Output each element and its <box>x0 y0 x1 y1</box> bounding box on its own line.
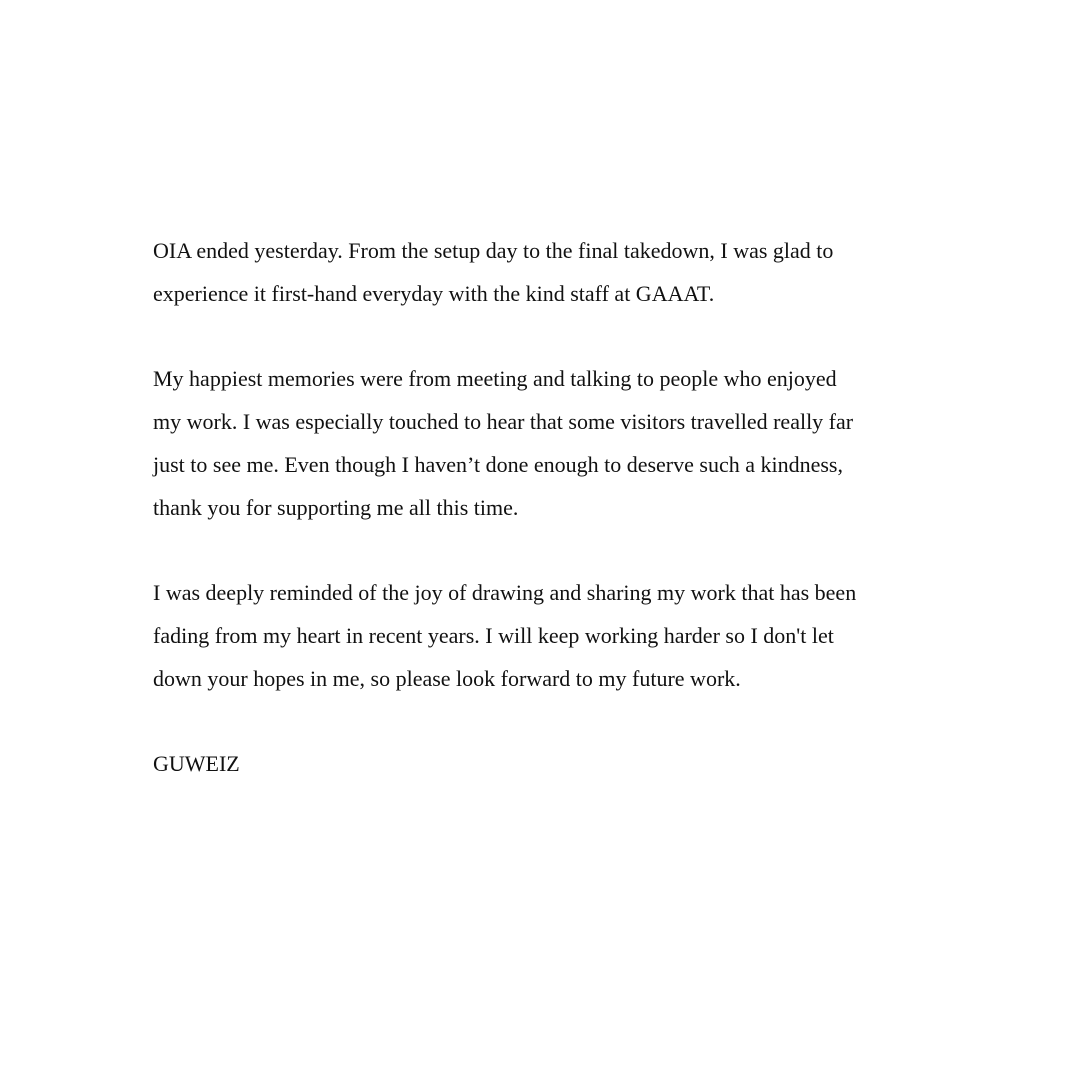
text-line: I was deeply reminded of the joy of drawing and sharing my work that has been <box>153 580 857 605</box>
paragraph-gap <box>153 700 953 742</box>
text-line: down your hopes in me, so please look forward to my future work. <box>153 666 741 691</box>
paragraph-3 <box>153 571 953 700</box>
signature: GUWEIZ <box>153 751 240 776</box>
paragraph-gap <box>153 529 953 571</box>
text-line: OIA ended yesterday. From the setup day to the final takedown, I was glad to <box>153 238 834 263</box>
text-line: fading from my heart in recent years. I will keep working harder so I don't let <box>153 623 834 648</box>
letter-body <box>153 229 953 785</box>
paragraph-1 <box>153 229 953 315</box>
text-line: just to see me. Even though I haven’t done enough to deserve such a kindness, <box>153 452 843 477</box>
paragraph-gap <box>153 315 953 357</box>
text-line: experience it first-hand everyday with the kind staff at GAAAT. <box>153 281 715 306</box>
paragraph-2 <box>153 357 953 529</box>
text-line: my work. I was especially touched to hear that some visitors travelled really far <box>153 409 854 434</box>
text-line: My happiest memories were from meeting and talking to people who enjoyed <box>153 366 837 391</box>
text-line: thank you for supporting me all this time. <box>153 495 519 520</box>
